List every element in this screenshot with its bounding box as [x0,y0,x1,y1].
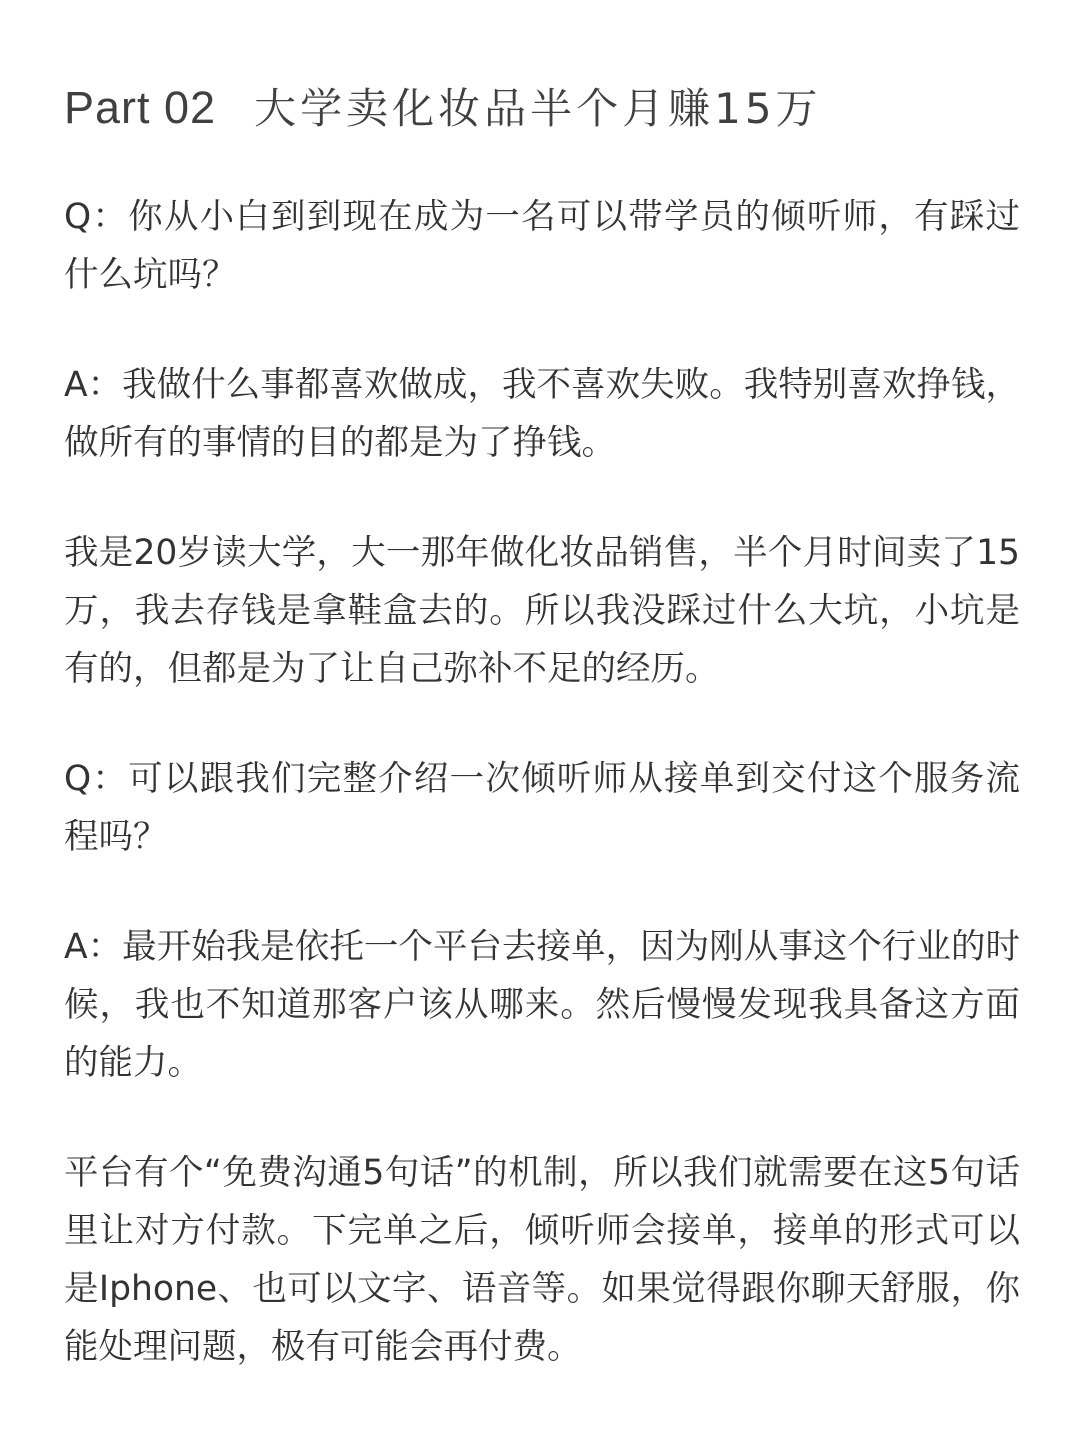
answer-paragraph-3: A：最开始我是依托一个平台去接单，因为刚从事这个行业的时候，我也不知道那客户该从哪来。然后慢慢发现我具备这方面的能力。 [64,927,1020,1083]
article-body [64,188,1020,1428]
answer-paragraph-4: 平台有个“免费沟通5句话”的机制，所以我们就需要在这5句话里让对方付款。下完单之后，倾听师会接单，接单的形式可以是Iphone、也可以文字、语音等。如果觉得跟你聊天舒服，你能处理问题，极有可能会再付费。 [64,1153,1020,1367]
question-paragraph-2: Q：可以跟我们完整介绍一次倾听师从接单到交付这个服务流程吗？ [64,759,1020,857]
page-title [64,76,822,146]
answer-paragraph-2: 我是20岁读大学，大一那年做化妆品销售，半个月时间卖了15万，我去存钱是拿鞋盒去的。所以我没踩过什么大坑，小坑是有的，但都是为了让自己弥补不足的经历。 [64,533,1020,689]
answer-paragraph-1: A：我做什么事都喜欢做成，我不喜欢失败。我特别喜欢挣钱，做所有的事情的目的都是为了挣钱。 [64,365,1020,463]
title-part-label: Part 02 [64,82,217,133]
title-heading: 大学卖化妆品半个月赚15万 [254,84,822,133]
question-paragraph-1: Q：你从小白到到现在成为一名可以带学员的倾听师，有踩过什么坑吗？ [64,197,1020,295]
